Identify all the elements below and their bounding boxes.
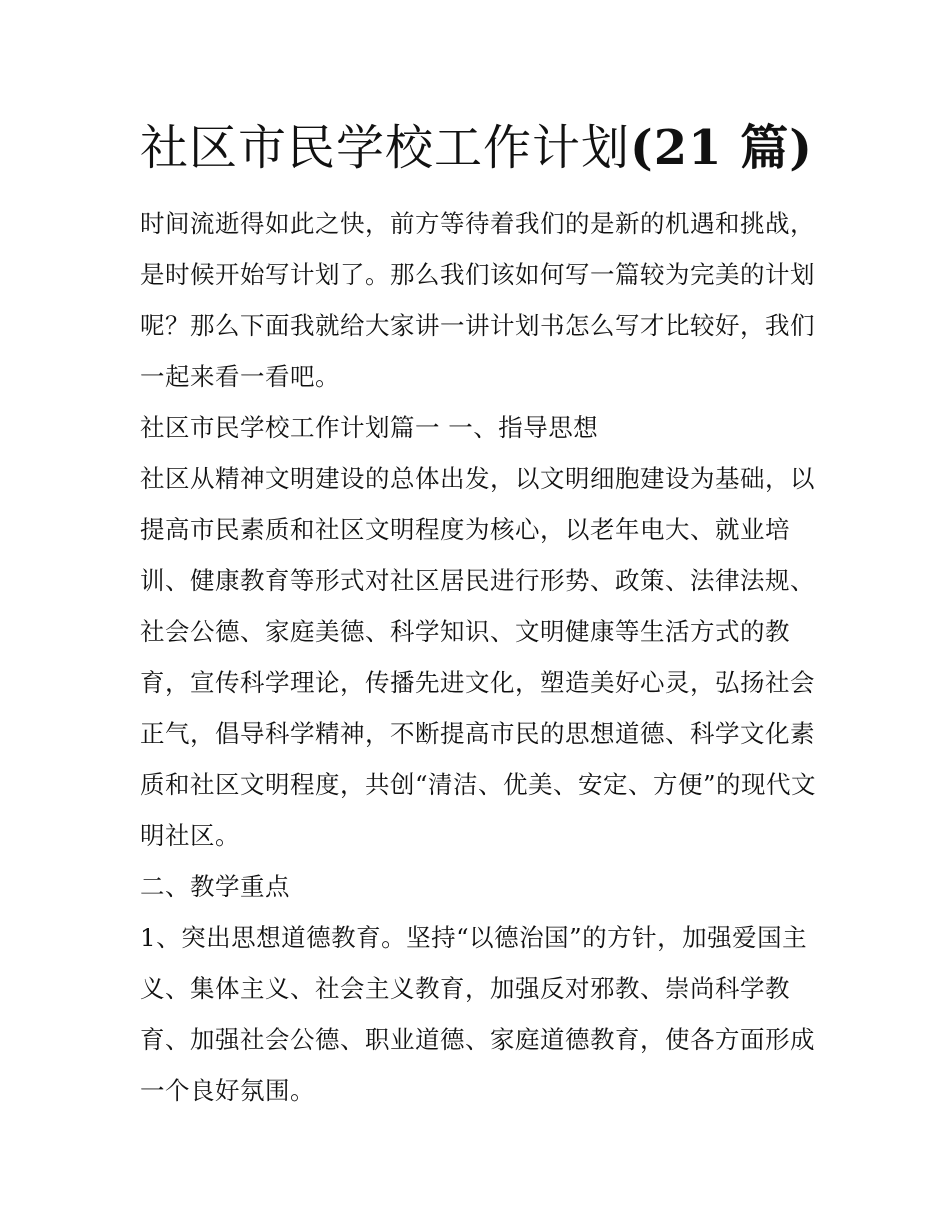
intro-line: 是时候开始写计划了。那么我们该如何写一篇较为完美的计划 (140, 260, 815, 289)
paragraph-line: 一个良好氛围。 (140, 1076, 315, 1105)
paragraph-line: 义、集体主义、社会主义教育，加强反对邪教、崇尚科学教 (140, 974, 790, 1003)
intro-line: 时间流逝得如此之快，前方等待着我们的是新的机遇和挑战， (140, 209, 815, 238)
paragraph-line: 训、健康教育等形式对社区居民进行形势、政策、法律法规、 (140, 566, 815, 595)
paragraph-line: 质和社区文明程度，共创“清洁、优美、安定、方便”的现代文 (140, 770, 817, 799)
paragraph-line: 正气，倡导科学精神，不断提高市民的思想道德、科学文化素 (140, 719, 815, 748)
paragraph-line: 社会公德、家庭美德、科学知识、文明健康等生活方式的教 (140, 617, 790, 646)
section-heading: 社区市民学校工作计划篇一 一、指导思想 (140, 413, 599, 442)
paragraph-line: 社区从精神文明建设的总体出发，以文明细胞建设为基础，以 (140, 464, 815, 493)
paragraph-line: 提高市民素质和社区文明程度为核心，以老年电大、就业培 (140, 515, 790, 544)
intro-line: 呢？那么下面我就给大家讲一讲计划书怎么写才比较好，我们 (140, 311, 815, 340)
paragraph-line: 育、加强社会公德、职业道德、家庭道德教育，使各方面形成 (140, 1025, 815, 1054)
document-title (140, 112, 840, 184)
paragraph-line: 明社区。 (140, 821, 240, 850)
paragraph-line: 育，宣传科学理论，传播先进文化，塑造美好心灵，弘扬社会 (140, 668, 815, 697)
document-body (140, 198, 817, 1116)
title-main: 社区市民学校工作计划 (140, 120, 631, 176)
title-count: (21 篇) (630, 120, 813, 176)
paragraph-line: 1、突出思想道德教育。坚持“以德治国”的方针，加强爱国主 (140, 923, 808, 952)
section-heading: 二、教学重点 (140, 872, 290, 901)
intro-line: 一起来看一看吧。 (140, 362, 340, 391)
